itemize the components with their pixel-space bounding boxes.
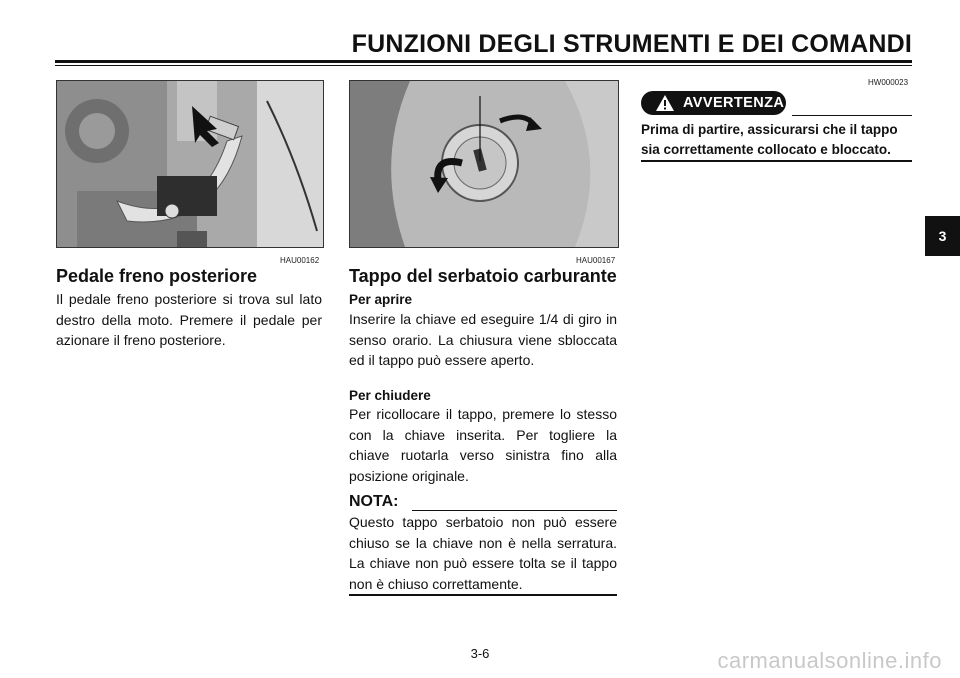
nota-body: Questo tappo serbatoio non può essere chiuso se la chiave non è nella serratura. La chiave non può essere tolta se il tappo non è chiuso correttamente.: [349, 514, 617, 592]
nota-label: NOTA:: [349, 493, 399, 510]
section-title: Pedale freno posteriore: [56, 266, 258, 286]
section-body: Il pedale freno posteriore si trova sul lato destro della moto. Premere il pedale per azionare il freno posteriore.: [56, 291, 322, 348]
close-heading: Per chiudere: [349, 388, 431, 403]
warning-badge: [641, 91, 786, 115]
open-heading: Per aprire: [349, 292, 413, 307]
warning-label: AVVERTENZA: [683, 95, 785, 111]
warning-body: Prima di partire, assicurarsi che il tappo sia correttamente collocato e bloccato.: [641, 122, 898, 157]
fuel-cap-photo: [349, 80, 619, 248]
chapter-tab: 3: [925, 216, 960, 256]
section-code: HAU00162: [280, 256, 320, 265]
page-number: 3-6: [470, 646, 490, 661]
warning-triangle-icon: [655, 94, 675, 112]
page-header-title: FUNZIONI DEGLI STRUMENTI E DEI COMANDI: [351, 30, 912, 58]
header-rule-thin: [55, 65, 912, 66]
header-rule: [55, 60, 912, 63]
nota-rule: [412, 510, 617, 511]
section-code: HAU00167: [576, 256, 616, 265]
open-body: Inserire la chiave ed eseguire 1/4 di giro in senso orario. La chiusura viene sbloccata ed il tappo può essere aperto.: [349, 311, 617, 368]
warning-code: HW000023: [868, 78, 909, 87]
section-title: Tappo del serbatoio carburante: [349, 266, 617, 286]
close-body: Per ricollocare il tappo, premere lo stesso con la chiave inserita. Per togliere la chiave ruotarla verso sinistra fino alla posizione originale.: [349, 406, 617, 484]
warning-end-rule: [641, 160, 912, 162]
watermark: carmanualsonline.info: [717, 648, 942, 673]
nota-end-rule: [349, 594, 617, 596]
warning-rule: [792, 115, 912, 116]
brake-pedal-photo: [56, 80, 324, 248]
